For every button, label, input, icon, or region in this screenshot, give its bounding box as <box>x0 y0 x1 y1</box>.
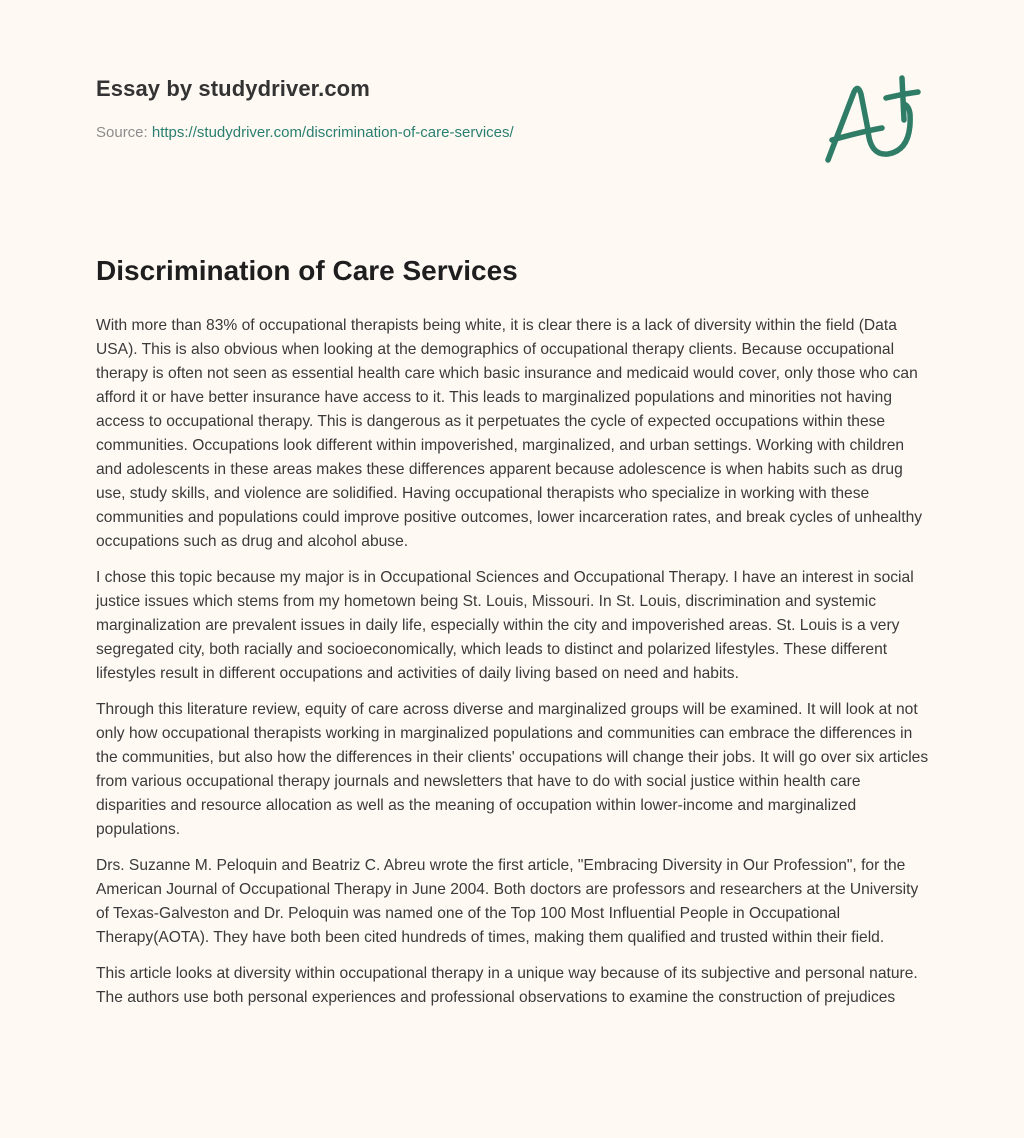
source-link[interactable]: https://studydriver.com/discrimination-of-care-services/ <box>151 124 514 141</box>
paragraph: This article looks at diversity within occupational therapy in a unique way because of its subjective and personal nature. The authors use both personal experiences and professional observations to examine the construction of prejudices <box>96 965 918 1006</box>
paragraph: Through this literature review, equity of care across diverse and marginalized groups will be examined. It will look at not only how occupational therapists working in marginalized populations and communities can embrace the differences in the communities, but also how the differences in their clients' occupations will change their jobs. It will go over six articles from various occupational therapy journals and newsletters that have to do with social justice within health care disparities and resource allocation as well as the meaning of occupation within lower-income and marginalized populations. <box>96 701 929 838</box>
a-plus-grade-icon <box>820 64 930 168</box>
essay-header <box>96 0 936 200</box>
brand-title: Essay by studydriver.com <box>96 76 370 101</box>
paragraph: Drs. Suzanne M. Peloquin and Beatriz C. Abreu wrote the first article, "Embracing Diversity in Our Profession", for the American Journal of Occupational Therapy in June 2004. Both doctors are professors and researchers at the University of Texas-Galveston and Dr. Peloquin was named one of the Top 100 Most Influential People in Occupational Therapy(AOTA). They have both been cited hundreds of times, making them qualified and trusted within their field. <box>96 857 919 946</box>
essay-body <box>96 314 932 1022</box>
paragraph: With more than 83% of occupational therapists being white, it is clear there is a lack of diversity within the field (Data USA). This is also obvious when looking at the demographics of occupational therapy clients. Because occupational therapy is often not seen as essential health care which basic insurance and medicaid would cover, only those who can afford it or have better insurance have access to it. This leads to marginalized populations and minorities not having access to occupational therapy. This is dangerous as it perpetuates the cycle of expected occupations within these communities. Occupations look different within impoverished, marginalized, and urban settings. Working with children and adolescents in these areas makes these differences apparent because adolescence is when habits such as drug use, study skills, and violence are solidified. Having occupational therapists who specialize in working with these communities and populations could improve positive outcomes, lower incarceration rates, and break cycles of unhealthy occupations such as drug and alcohol abuse. <box>96 317 923 550</box>
essay-title: Discrimination of Care Services <box>96 255 518 286</box>
source-line <box>96 124 514 141</box>
source-label: Source: <box>96 124 148 141</box>
paragraph: I chose this topic because my major is in Occupational Sciences and Occupational Therapy. I have an interest in social justice issues which stems from my hometown being St. Louis, Missouri. In St. Louis, discrimination and systemic marginalization are prevalent issues in daily life, especially within the city and impoverished areas. St. Louis is a very segregated city, both racially and socioeconomically, which leads to distinct and polarized lifestyles. These different lifestyles result in different occupations and activities of daily living based on need and habits. <box>96 569 914 682</box>
